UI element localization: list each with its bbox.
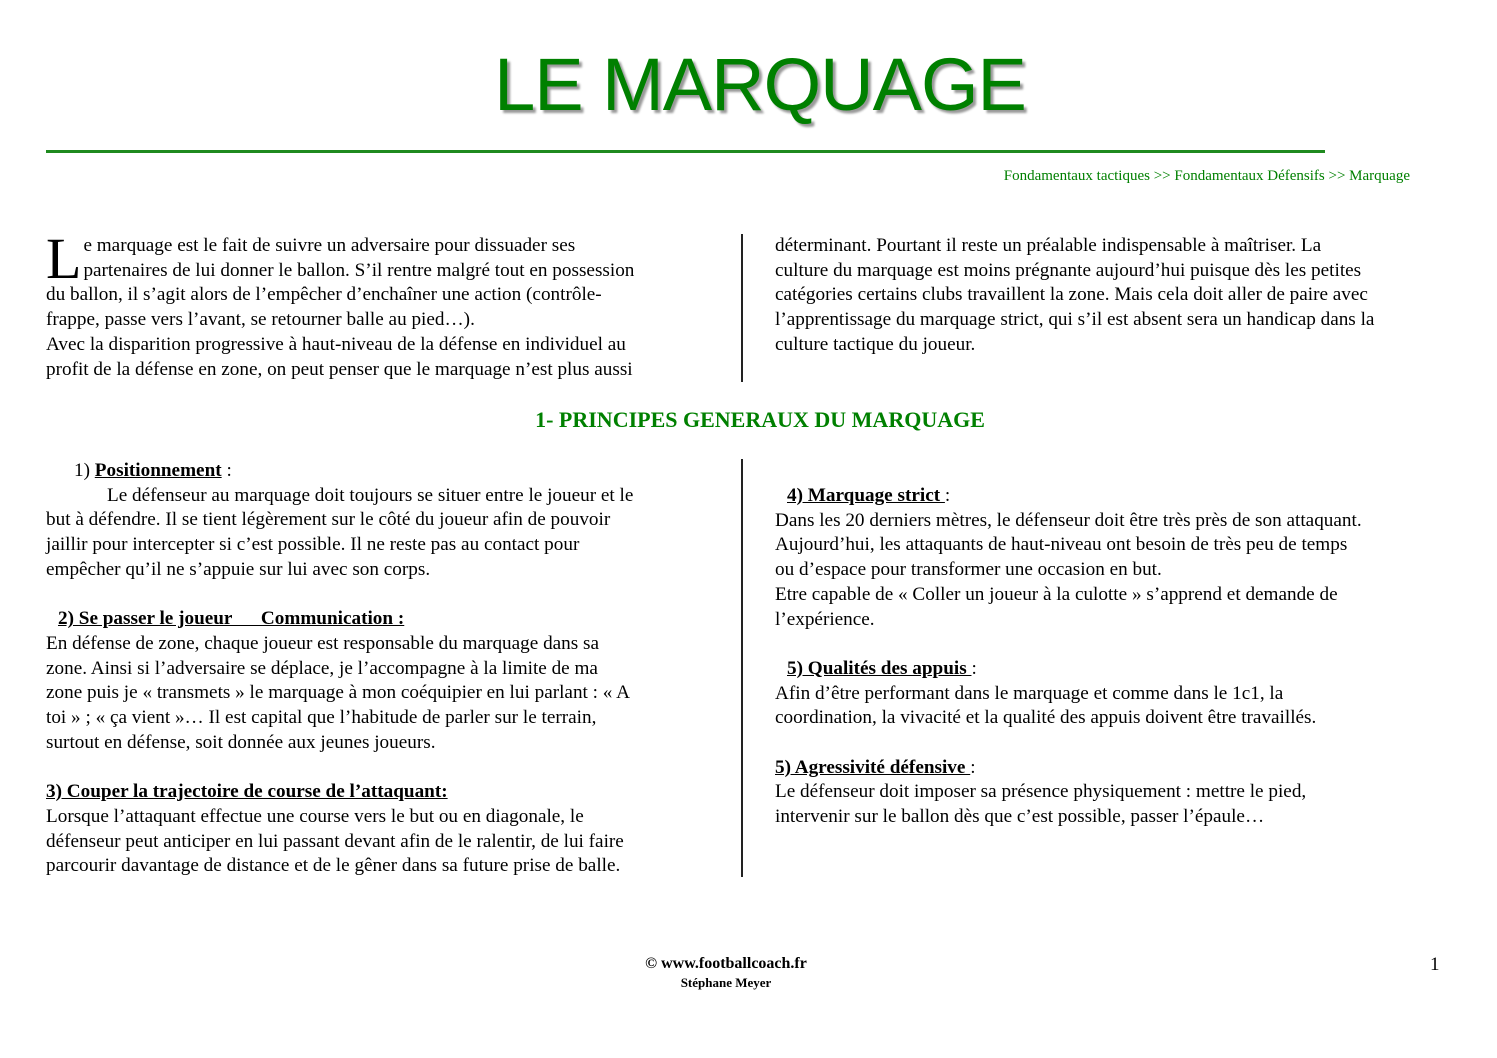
subheading-colon: :: [970, 756, 976, 778]
intro-line: l’apprentissage du marquage strict, qui s’il est absent sera un handicap dans la: [775, 309, 1375, 331]
left-column: [46, 459, 736, 879]
body-line: jaillir pour intercepter si c’est possible. Il ne reste pas au contact pour: [46, 534, 580, 556]
intro-line: profit de la défense en zone, on peut penser que le marquage n’est plus aussi: [46, 358, 633, 380]
page-title: LE MARQUAGE: [494, 43, 1026, 126]
spacer: [775, 632, 1465, 657]
body-line: parcourir davantage de distance et de le gêner dans sa future prise de balle.: [46, 855, 621, 877]
right-column: [775, 484, 1465, 830]
intro-line: partenaires de lui donner le ballon. S’il rentre malgré tout en possession: [83, 259, 635, 281]
page-number: 1: [1430, 954, 1440, 975]
title-divider: [46, 150, 1325, 153]
body-line: but à défendre. Il se tient légèrement sur le côté du joueur afin de pouvoir: [46, 509, 611, 531]
subheading-trajectoire: [46, 780, 736, 805]
subheading-marquage-strict: [775, 484, 1465, 509]
intro-line: catégories certains clubs travaillent la zone. Mais cela doit aller de paire avec: [775, 284, 1368, 306]
body-line: En défense de zone, chaque joueur est responsable du marquage dans sa: [46, 632, 600, 654]
body-line: coordination, la vivacité et la qualité des appuis doivent être travaillés.: [775, 707, 1317, 729]
subheading-positionnement: [46, 459, 736, 484]
section-heading: 1- PRINCIPES GENERAUX DU MARQUAGE: [535, 407, 985, 432]
body-line: intervenir sur le ballon dès que c’est possible, passer l’épaule…: [775, 806, 1265, 828]
subheading-label: 5) Qualités des appuis: [787, 657, 972, 679]
body-line: l’expérience.: [775, 608, 875, 630]
subheading-label: 5) Agressivité défensive: [775, 756, 971, 778]
intro-line: du ballon, il s’agit alors de l’empêcher d’enchaîner une action (contrôle-: [46, 284, 602, 306]
subheading-appuis: [775, 657, 1465, 682]
body-line: toi » ; « ça vient »… Il est capital que l’habitude de parler sur le terrain,: [46, 707, 597, 729]
body-line: zone. Ainsi si l’adversaire se déplace, je l’accompagne à la limite de ma: [46, 657, 598, 679]
body-line: Etre capable de « Coller un joueur à la culotte » s’apprend et demande de: [775, 583, 1338, 605]
footer-site: © www.footballcoach.fr: [645, 955, 807, 972]
footer-author: Stéphane Meyer: [680, 975, 772, 990]
intro-line: culture tactique du joueur.: [775, 333, 976, 355]
body-line: Lorsque l’attaquant effectue une course vers le but ou en diagonale, le: [46, 805, 584, 827]
body-line: Afin d’être performant dans le marquage et comme dans le 1c1, la: [775, 682, 1284, 704]
body-line: défenseur peut anticiper en lui passant devant afin de le ralentir, de lui faire: [46, 830, 624, 852]
body-line: surtout en défense, soit donnée aux jeunes joueurs.: [46, 731, 436, 753]
intro-left-column: [46, 226, 726, 382]
subheading-colon: :: [221, 460, 232, 481]
body-line: empêcher qu’il ne s’appuie sur lui avec son corps.: [46, 558, 431, 580]
spacer: [46, 755, 736, 780]
intro-line: Avec la disparition progressive à haut-niveau de la défense en individuel au: [46, 333, 626, 355]
subheading-label: 3) Couper la trajectoire de course de l’attaquant:: [46, 781, 448, 803]
column-divider: [741, 234, 743, 382]
body-line: Dans les 20 derniers mètres, le défenseur doit être très près de son attaquant.: [775, 509, 1362, 531]
subheading-label: Positionnement: [94, 460, 222, 481]
intro-line: frappe, passe vers l’avant, se retourner balle au pied…).: [46, 309, 475, 331]
intro-line: e marquage est le fait de suivre un adversaire pour dissuader ses: [83, 235, 576, 256]
body-line: ou d’espace pour transformer une occasion en but.: [775, 559, 1162, 581]
intro-line: culture du marquage est moins prégnante aujourd’hui puisque dès les petites: [775, 259, 1362, 281]
subheading-label: 2) Se passer le joueur Communication :: [58, 608, 405, 630]
subheading-agressivite: [775, 756, 1465, 781]
subheading-communication: [46, 607, 736, 632]
spacer: [775, 731, 1465, 756]
intro-line: déterminant. Pourtant il reste un préalable indispensable à maîtriser. La: [775, 235, 1322, 256]
body-line: zone puis je « transmets » le marquage à mon coéquipier en lui parlant : « A: [46, 682, 630, 704]
body-line: Le défenseur doit imposer sa présence physiquement : mettre le pied,: [775, 781, 1307, 803]
intro-right-column: [775, 234, 1465, 358]
subheading-label: 4) Marquage strict: [787, 485, 945, 506]
body-line: Aujourd’hui, les attaquants de haut-niveau ont besoin de très peu de temps: [775, 534, 1348, 556]
breadcrumb: Fondamentaux tactiques >> Fondamentaux Défensifs >> Marquage: [1003, 168, 1410, 184]
subheading-colon: :: [971, 657, 977, 679]
spacer: [46, 583, 736, 608]
subheading-colon: :: [944, 485, 951, 506]
subheading-number: 1): [74, 460, 95, 481]
body-line: Le défenseur au marquage doit toujours se situer entre le joueur et le: [107, 484, 634, 506]
column-divider: [741, 459, 743, 877]
drop-cap: L: [46, 226, 82, 291]
